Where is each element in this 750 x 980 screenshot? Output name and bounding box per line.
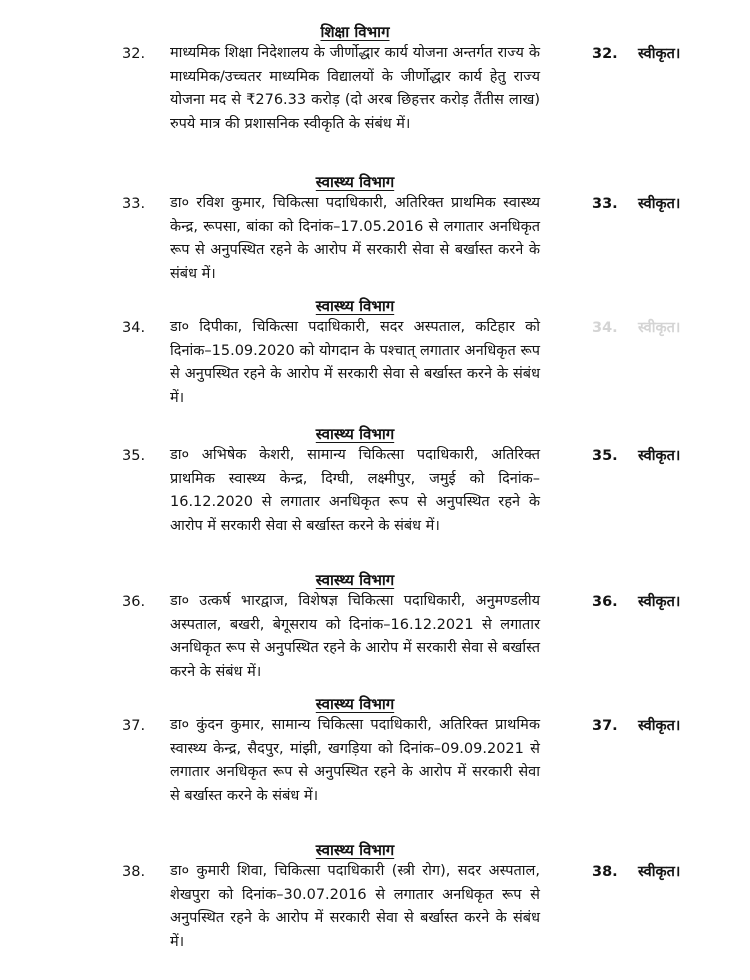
decision-status: स्वीकृत। xyxy=(638,864,681,880)
decision-status: स्वीकृत। xyxy=(638,448,681,464)
item-number: 33. xyxy=(122,196,146,212)
item-number: 34. xyxy=(122,320,146,336)
department-heading: शिक्षा विभाग xyxy=(320,23,390,41)
department-heading: स्वास्थ्य विभाग xyxy=(315,425,395,443)
decision-number: 34. xyxy=(592,320,618,336)
department-heading: स्वास्थ्य विभाग xyxy=(315,173,395,191)
decision-status: स्वीकृत। xyxy=(638,320,681,336)
item-number: 32. xyxy=(122,46,146,62)
decision-status: स्वीकृत। xyxy=(638,46,681,62)
department-heading: स्वास्थ्य विभाग xyxy=(315,841,395,859)
item-description: डा० दिपीका, चिकित्सा पदाधिकारी, सदर अस्पताल, कटिहार को दिनांक–15.09.2020 को योगदान के पश्चात् लगातार अनधिकृत रूप से अनुपस्थित रहने के आरोप में सरकारी सेवा से बर्खास्त करने के संबंध में। xyxy=(170,319,540,406)
item-description: माध्यमिक शिक्षा निदेशालय के जीर्णोद्धार कार्य योजना अन्तर्गत राज्य के माध्यमिक/उच्चतर माध्यमिक विद्यालयों के जीर्णोद्धार कार्य हेतु राज्य योजना मद से ₹276.33 करोड़ (दो अरब छिहत्तर करोड़ तैंतीस लाख) रुपये मात्र की प्रशासनिक स्वीकृति के संबंध में। xyxy=(170,45,540,132)
department-heading: स्वास्थ्य विभाग xyxy=(315,297,395,315)
item-number: 37. xyxy=(122,718,146,734)
decision-number: 32. xyxy=(592,46,618,62)
decision-number: 36. xyxy=(592,594,618,610)
decision-number: 37. xyxy=(592,718,618,734)
item-description: डा० उत्कर्ष भारद्वाज, विशेषज्ञ चिकित्सा पदाधिकारी, अनुमण्डलीय अस्पताल, बखरी, बेगूसराय को दिनांक–16.12.2021 से लगातार अनधिकृत रूप से अनुपस्थित रहने के आरोप में सरकारी सेवा से बर्खास्त करने के संबंध में। xyxy=(170,593,540,680)
department-heading: स्वास्थ्य विभाग xyxy=(315,571,395,589)
decision-status: स्वीकृत। xyxy=(638,718,681,734)
item-description: डा० कुमारी शिवा, चिकित्सा पदाधिकारी (स्त्री रोग), सदर अस्पताल, शेखपुरा को दिनांक–30.07.2016 से लगातार अनधिकृत रूप से अनुपस्थित रहने के आरोप में सरकारी सेवा से बर्खास्त करने के संबंध में। xyxy=(170,863,540,950)
item-number: 35. xyxy=(122,448,146,464)
department-heading: स्वास्थ्य विभाग xyxy=(315,695,395,713)
decision-status: स्वीकृत। xyxy=(638,594,681,610)
item-description: डा० अभिषेक केशरी, सामान्य चिकित्सा पदाधिकारी, अतिरिक्त प्राथमिक स्वास्थ्य केन्द्र, दिग्घी, लक्ष्मीपुर, जमुई को दिनांक–16.12.2020 से लगातार अनधिकृत रूप से अनुपस्थित रहने के आरोप में सरकारी सेवा से बर्खास्त करने के संबंध में। xyxy=(170,447,540,534)
decision-number: 33. xyxy=(592,196,618,212)
item-number: 36. xyxy=(122,594,146,610)
decision-number: 35. xyxy=(592,448,618,464)
item-number: 38. xyxy=(122,864,146,880)
decision-status: स्वीकृत। xyxy=(638,196,681,212)
item-description: डा० कुंदन कुमार, सामान्य चिकित्सा पदाधिकारी, अतिरिक्त प्राथमिक स्वास्थ्य केन्द्र, सैदपुर, मांझी, खगड़िया को दिनांक–09.09.2021 से लगातार अनधिकृत रूप से अनुपस्थित रहने के आरोप में सरकारी सेवा से बर्खास्त करने के संबंध में। xyxy=(170,717,540,804)
item-description: डा० रविश कुमार, चिकित्सा पदाधिकारी, अतिरिक्त प्राथमिक स्वास्थ्य केन्द्र, रूपसा, बांका को दिनांक–17.05.2016 से लगातार अनधिकृत रूप से अनुपस्थित रहने के आरोप में सरकारी सेवा से बर्खास्त करने के संबंध में। xyxy=(170,195,540,282)
decision-number: 38. xyxy=(592,864,618,880)
